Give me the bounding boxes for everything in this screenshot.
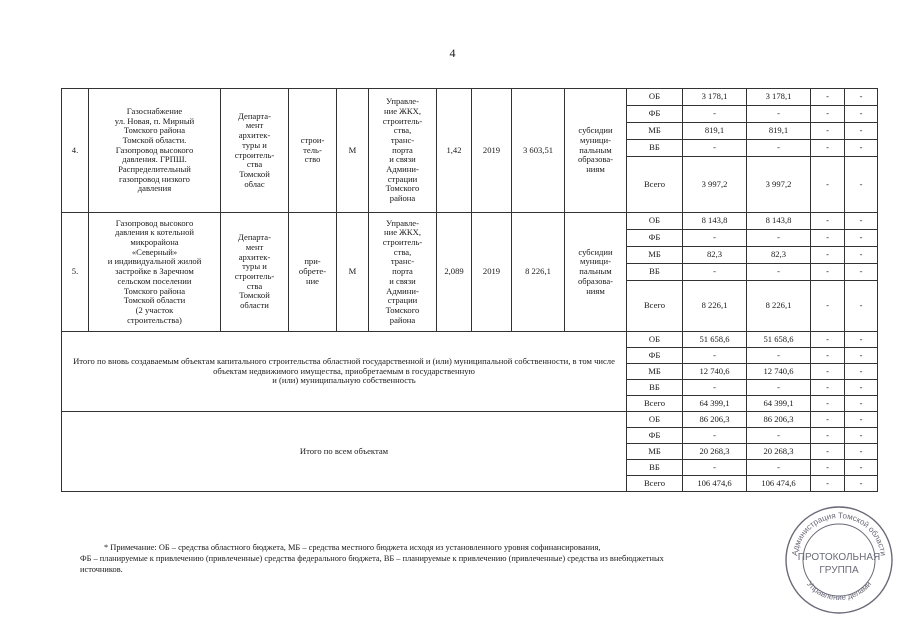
fund-amount-col4: - (845, 157, 878, 213)
fund-amount-year: 8 226,1 (747, 281, 811, 332)
total-row (62, 332, 878, 348)
object-customer: Департа- мент архитек- туры и строитель- ства Томской области (221, 213, 289, 332)
fund-type: МБ (627, 123, 683, 140)
object-funding-source: субсидии муници- пальным образова- ниям (565, 213, 627, 332)
fund-amount-year: 3 997,2 (747, 157, 811, 213)
fund-amount-col4: - (845, 412, 878, 428)
object-ownership: М (337, 213, 369, 332)
fund-amount-col4: - (845, 444, 878, 460)
fund-amount-col4: - (845, 460, 878, 476)
fund-amount-total: - (683, 140, 747, 157)
fund-amount-col3: - (811, 364, 845, 380)
fund-amount-col3: - (811, 140, 845, 157)
fund-amount-total: - (683, 264, 747, 281)
object-name: Газопровод высокого давления к котельной микрорайона «Северный» и индивидуальной жилой застройке в Заречном сельском поселении Томского района Томской области (2 участок строительства) (89, 213, 221, 332)
footnote-line-2: ФБ – планируемые к привлечению (привлеченные) средства федерального бюджета, ВБ – планируемые к привлечению (привлеченные) средства из внебюджетных (80, 553, 664, 563)
fund-amount-col3: - (811, 230, 845, 247)
fund-type: ФБ (627, 348, 683, 364)
fund-type: ВБ (627, 264, 683, 281)
fund-amount-year: - (747, 264, 811, 281)
fund-amount-col4: - (845, 247, 878, 264)
fund-amount-year: 3 178,1 (747, 89, 811, 106)
object-funding-source: субсидии муници- пальным образова- ниям (565, 89, 627, 213)
fund-amount-col3: - (811, 157, 845, 213)
footnote (80, 543, 850, 576)
fund-amount-col4: - (845, 428, 878, 444)
fund-amount-total: - (683, 348, 747, 364)
fund-amount-col4: - (845, 140, 878, 157)
fund-amount-total: 3 178,1 (683, 89, 747, 106)
fund-amount-year: 8 143,8 (747, 213, 811, 230)
stamp-lower-text: Управление делами (804, 579, 874, 603)
fund-type: ОБ (627, 213, 683, 230)
fund-amount-total: - (683, 428, 747, 444)
fund-amount-year: 64 399,1 (747, 396, 811, 412)
fund-amount-col3: - (811, 89, 845, 106)
object-year: 2019 (472, 89, 512, 213)
fund-type: ФБ (627, 106, 683, 123)
fund-amount-col4: - (845, 348, 878, 364)
fund-amount-col3: - (811, 412, 845, 428)
object-capacity: 2,089 (437, 213, 472, 332)
fund-amount-col3: - (811, 396, 845, 412)
table-row (62, 89, 878, 106)
fund-amount-col4: - (845, 106, 878, 123)
fund-amount-total: 8 143,8 (683, 213, 747, 230)
fund-amount-col4: - (845, 476, 878, 492)
fund-amount-col4: - (845, 123, 878, 140)
fund-type: ВБ (627, 140, 683, 157)
fund-amount-year: - (747, 140, 811, 157)
page-number: 4 (449, 46, 456, 60)
fund-amount-total: 819,1 (683, 123, 747, 140)
fund-amount-col4: - (845, 380, 878, 396)
fund-amount-total: 82,3 (683, 247, 747, 264)
stamp-line-2: ГРУППА (819, 565, 859, 576)
fund-type: ВБ (627, 460, 683, 476)
fund-amount-total: - (683, 460, 747, 476)
fund-amount-col3: - (811, 281, 845, 332)
fund-amount-col4: - (845, 396, 878, 412)
fund-amount-year: 86 206,3 (747, 412, 811, 428)
fund-type: ОБ (627, 412, 683, 428)
fund-amount-col4: - (845, 264, 878, 281)
fund-amount-total: 12 740,6 (683, 364, 747, 380)
object-year: 2019 (472, 213, 512, 332)
object-capacity: 1,42 (437, 89, 472, 213)
fund-amount-year: - (747, 348, 811, 364)
fund-amount-col3: - (811, 247, 845, 264)
table-body (62, 89, 878, 492)
fund-type: ВБ (627, 380, 683, 396)
fund-amount-total: - (683, 380, 747, 396)
fund-amount-year: 106 474,6 (747, 476, 811, 492)
fund-amount-total: - (683, 230, 747, 247)
fund-amount-total: 106 474,6 (683, 476, 747, 492)
fund-amount-col3: - (811, 348, 845, 364)
fund-amount-year: - (747, 230, 811, 247)
object-executor: Управле- ние ЖКХ, строитель- ства, транс- порта и связи Админи- страции Томского района (369, 89, 437, 213)
fund-amount-total: 8 226,1 (683, 281, 747, 332)
fund-amount-col3: - (811, 476, 845, 492)
fund-type: МБ (627, 444, 683, 460)
object-executor: Управле- ние ЖКХ, строитель- ства, транс- порта и связи Админи- страции Томского района (369, 213, 437, 332)
object-cost: 8 226,1 (512, 213, 565, 332)
fund-amount-col4: - (845, 213, 878, 230)
object-number: 5. (62, 213, 89, 332)
fund-type: Всего (627, 396, 683, 412)
objects-table (61, 88, 878, 492)
svg-text:Управление делами (805, 579, 873, 602)
stamp-outer-text: Администрация Томской области (790, 510, 888, 557)
fund-amount-total: 51 658,6 (683, 332, 747, 348)
fund-amount-col3: - (811, 380, 845, 396)
table-row (62, 213, 878, 230)
fund-type: ОБ (627, 89, 683, 106)
fund-amount-col4: - (845, 364, 878, 380)
fund-amount-year: 12 740,6 (747, 364, 811, 380)
fund-amount-year: 819,1 (747, 123, 811, 140)
fund-amount-col3: - (811, 264, 845, 281)
fund-amount-year: 51 658,6 (747, 332, 811, 348)
fund-type: ФБ (627, 230, 683, 247)
fund-type: Всего (627, 476, 683, 492)
fund-type: Всего (627, 281, 683, 332)
fund-type: ОБ (627, 332, 683, 348)
fund-amount-year: - (747, 106, 811, 123)
fund-type: МБ (627, 364, 683, 380)
fund-amount-col4: - (845, 89, 878, 106)
object-number: 4. (62, 89, 89, 213)
fund-type: МБ (627, 247, 683, 264)
fund-amount-total: 20 268,3 (683, 444, 747, 460)
object-customer: Департа- мент архитек- туры и строитель- ства Томской облас (221, 89, 289, 213)
object-form: строи- тель- ство (289, 89, 337, 213)
seal-stamp (783, 504, 895, 616)
fund-amount-col3: - (811, 213, 845, 230)
fund-amount-col3: - (811, 123, 845, 140)
fund-amount-total: 3 997,2 (683, 157, 747, 213)
fund-amount-col3: - (811, 332, 845, 348)
fund-type: Всего (627, 157, 683, 213)
fund-amount-total: - (683, 106, 747, 123)
fund-amount-total: 64 399,1 (683, 396, 747, 412)
total-row (62, 412, 878, 428)
object-form: при- обрете- ние (289, 213, 337, 332)
fund-type: ФБ (627, 428, 683, 444)
footnote-line-3: источников. (80, 564, 123, 574)
fund-amount-year: - (747, 380, 811, 396)
fund-amount-year: 20 268,3 (747, 444, 811, 460)
stamp-line-1: ПРОТОКОЛЬНАЯ (797, 552, 881, 563)
fund-amount-col3: - (811, 460, 845, 476)
fund-amount-year: - (747, 428, 811, 444)
fund-amount-col3: - (811, 444, 845, 460)
fund-amount-col3: - (811, 106, 845, 123)
total-label: Итого по всем объектам (62, 412, 627, 492)
object-name: Газоснабжение ул. Новая, п. Мирный Томского района Томской области. Газопровод высокого давления. ГРПШ. Распределительный газопровод низкого давления (89, 89, 221, 213)
object-cost: 3 603,51 (512, 89, 565, 213)
fund-amount-col4: - (845, 230, 878, 247)
object-ownership: М (337, 89, 369, 213)
fund-amount-col4: - (845, 281, 878, 332)
fund-amount-year: 82,3 (747, 247, 811, 264)
fund-amount-col3: - (811, 428, 845, 444)
fund-amount-total: 86 206,3 (683, 412, 747, 428)
total-label: Итого по вновь создаваемым объектам капитального строительства областной государственной и (или) муниципальной собственности, в том числе объектам недвижимого имущества, приобретаемым в государственную и (или) муниципальную собственность (62, 332, 627, 412)
fund-amount-year: - (747, 460, 811, 476)
footnote-line-1: * Примечание: ОБ – средства областного бюджета, МБ – средства местного бюджета исходя из установленного уровня софинансирования, (104, 543, 601, 552)
fund-amount-col4: - (845, 332, 878, 348)
